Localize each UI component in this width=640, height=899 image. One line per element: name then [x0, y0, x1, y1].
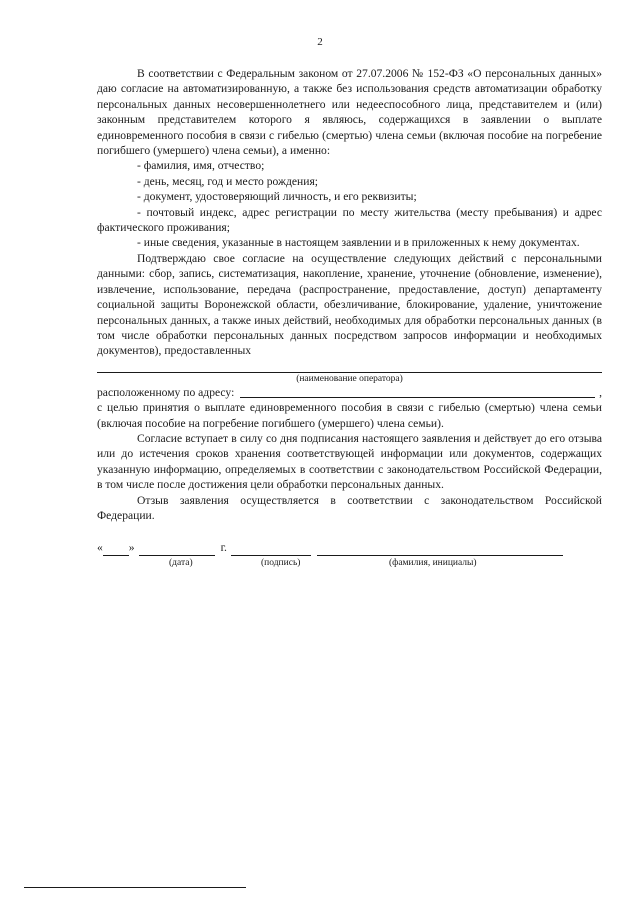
- list-item: - фамилия, имя, отчество;: [137, 159, 265, 173]
- list-item: - почтовый индекс, адрес регистрации по месту жительства (месту пребывания) и адрес фактического проживания;: [97, 205, 602, 235]
- day-field[interactable]: [103, 544, 129, 556]
- month-field[interactable]: [139, 544, 215, 556]
- consent-intro-paragraph: В соответствии с Федеральным законом от 27.07.2006 № 152-ФЗ «О персональных данных» даю согласие на автоматизированную, а также без использования средств автоматизации обработку персональных данных несовершеннолетнего или недееспособного лица, представителем и (или) законным представителем которого я являюсь, содержащихся в заявлении о выплате единовременного пособия в связи с гибелью (смертью) члена семьи (включая пособие на погребение погибшего (умершего) члена семьи), а именно:: [97, 67, 602, 158]
- signature-caption: (подпись): [261, 557, 301, 568]
- signature-captions: [97, 556, 602, 569]
- personal-data-list: [97, 158, 602, 250]
- name-caption: (фамилия, инициалы): [389, 557, 477, 568]
- signature-field[interactable]: [231, 544, 311, 556]
- purpose-paragraph: с целью принятия о выплате единовременного пособия в связи с гибелью (смертью) члена семьи (включая пособие на погребение погибшего (умершего) члена семьи).: [97, 401, 602, 430]
- operator-name-field[interactable]: [97, 362, 602, 373]
- list-item: - документ, удостоверяющий личность, и его реквизиты;: [137, 190, 417, 204]
- year-suffix: г.: [220, 541, 227, 555]
- address-field[interactable]: [240, 386, 595, 398]
- quote-close: »: [128, 541, 135, 555]
- footer-rule: [24, 887, 246, 888]
- signature-row: [97, 540, 602, 555]
- operator-caption: (наименование оператора): [296, 373, 403, 384]
- address-label: расположенному по адресу:: [97, 385, 235, 399]
- list-item: - день, месяц, год и место рождения;: [137, 174, 319, 188]
- address-row: [97, 385, 602, 400]
- full-name-field[interactable]: [317, 544, 563, 556]
- quote-open: «: [97, 541, 103, 555]
- withdrawal-paragraph: Отзыв заявления осуществляется в соответствии с законодательством Российской Федерации.: [97, 493, 602, 522]
- list-item: - иные сведения, указанные в настоящем заявлении и в приложенных к нему документах.: [137, 236, 580, 250]
- validity-paragraph: Согласие вступает в силу со дня подписания настоящего заявления и действует до его отзыва или до истечения сроков хранения соответствующей информации или документов, содержащих указанную информацию, определяемых в соответствии с законодательством Российской Федерации, в том числе после достижения цели обработки персональных данных.: [97, 431, 602, 492]
- page-number: 2: [317, 36, 323, 48]
- address-comma: ,: [599, 385, 602, 399]
- confirm-paragraph: Подтверждаю свое согласие на осуществление следующих действий с персональными данными: сбор, запись, систематизация, накопление, хранение, уточнение (обновление, изменение), извлечение, использование, передача (распространение, предоставление, доступ) департаменту социальной защиты Воронежской области, обезличивание, блокирование, удаление, уничтожение персональных данных, а также иных действий, необходимых для обработки персональных данных (в том числе обработки персональных данных посредством запросов информации и необходимых документов), предоставленных: [97, 251, 602, 358]
- consent-text: [97, 66, 602, 569]
- date-caption: (дата): [169, 557, 193, 568]
